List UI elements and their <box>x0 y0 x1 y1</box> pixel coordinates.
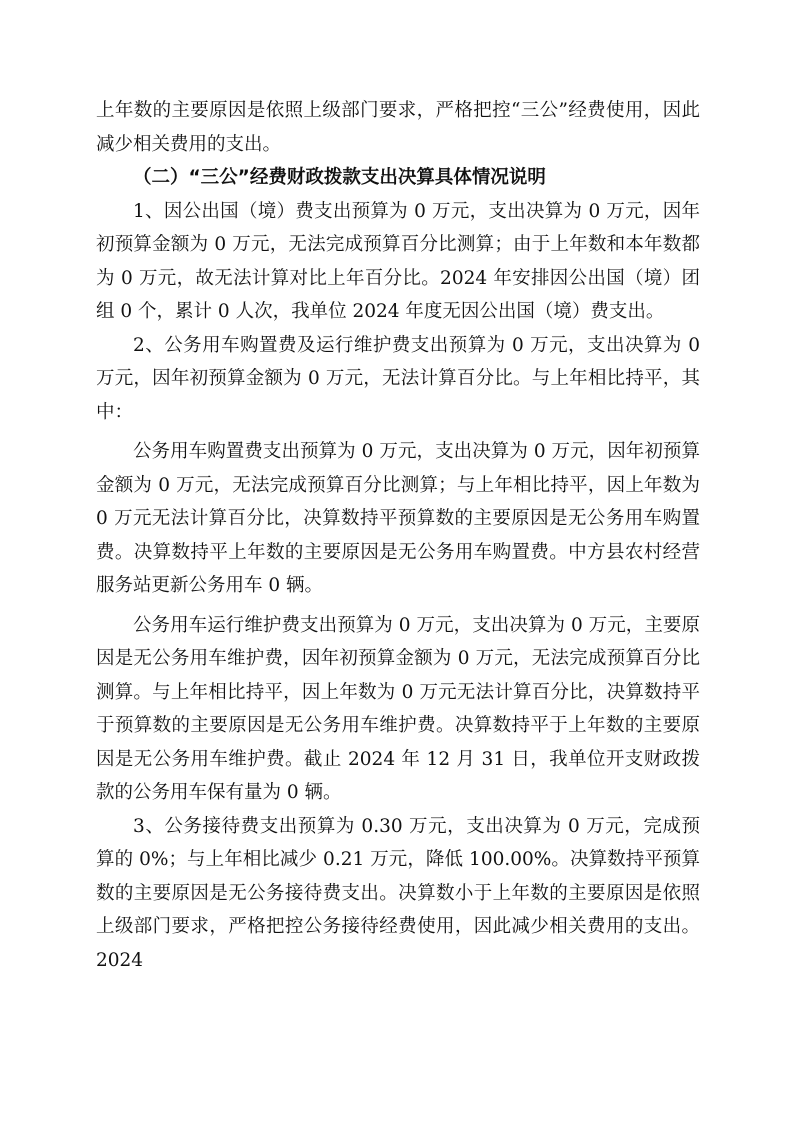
paragraph-overseas-travel: 1、因公出国（境）费支出预算为 0 万元，支出决算为 0 万元，因年初预算金额为 0 万元，无法完成预算百分比测算；由于上年数和本年数都为 0 万元，故无法计算对比上年百分比。2024 年安排因公出国（境）团组 0 个，累计 0 人次，我单位 2024 年度无因公出国（境）费支出。 <box>96 200 700 322</box>
paragraph-vehicle-purchase: 公务用车购置费支出预算为 0 万元，支出决算为 0 万元，因年初预算金额为 0 万元，无法完成预算百分比测算；与上年相比持平，因上年数为 0 万元无法计算百分比，决算数持平预算数的主要原因是无公务用车购置费。决算数持平上年数的主要原因是无公务用车购置费。中方县农村经营服务站更新公务用车 0 辆。 <box>96 441 700 596</box>
paragraph-vehicle-maintenance: 公务用车运行维护费支出预算为 0 万元，支出决算为 0 万元，主要原因是无公务用车维护费，因年初预算金额为 0 万元，无法完成预算百分比测算。与上年相比持平，因上年数为 0 万元无法计算百分比，决算数持平于预算数的主要原因是无公务用车维护费。决算数持平于上年数的主要原因是无公务用车维护费。截止 2024 年 12 月 31 日，我单位开支财政拨款的公务用车保有量为 0 辆。 <box>96 614 700 803</box>
paragraph-reception: 3、公务接待费支出预算为 0.30 万元，支出决算为 0 万元，完成预算的 0%；与上年相比减少 0.21 万元，降低 100.00%。决算数持平预算数的主要原因是无公务接待费支出。决算数小于上年数的主要原因是依照上级部门要求，严格把控公务接待经费使用，因此减少相关费用的支出。2024 <box>96 815 700 971</box>
paragraph-continuation: 上年数的主要原因是依照上级部门要求，严格把控“三公”经费使用，因此减少相关费用的支出。 <box>96 100 700 155</box>
document-page <box>96 94 700 977</box>
section-heading: （二）“三公”经费财政拨款支出决算具体情况说明 <box>133 167 546 188</box>
paragraph-vehicle-expenses: 2、公务用车购置费及运行维护费支出预算为 0 万元，支出决算为 0 万元，因年初预算金额为 0 万元，无法计算百分比。与上年相比持平，其中： <box>96 334 700 423</box>
